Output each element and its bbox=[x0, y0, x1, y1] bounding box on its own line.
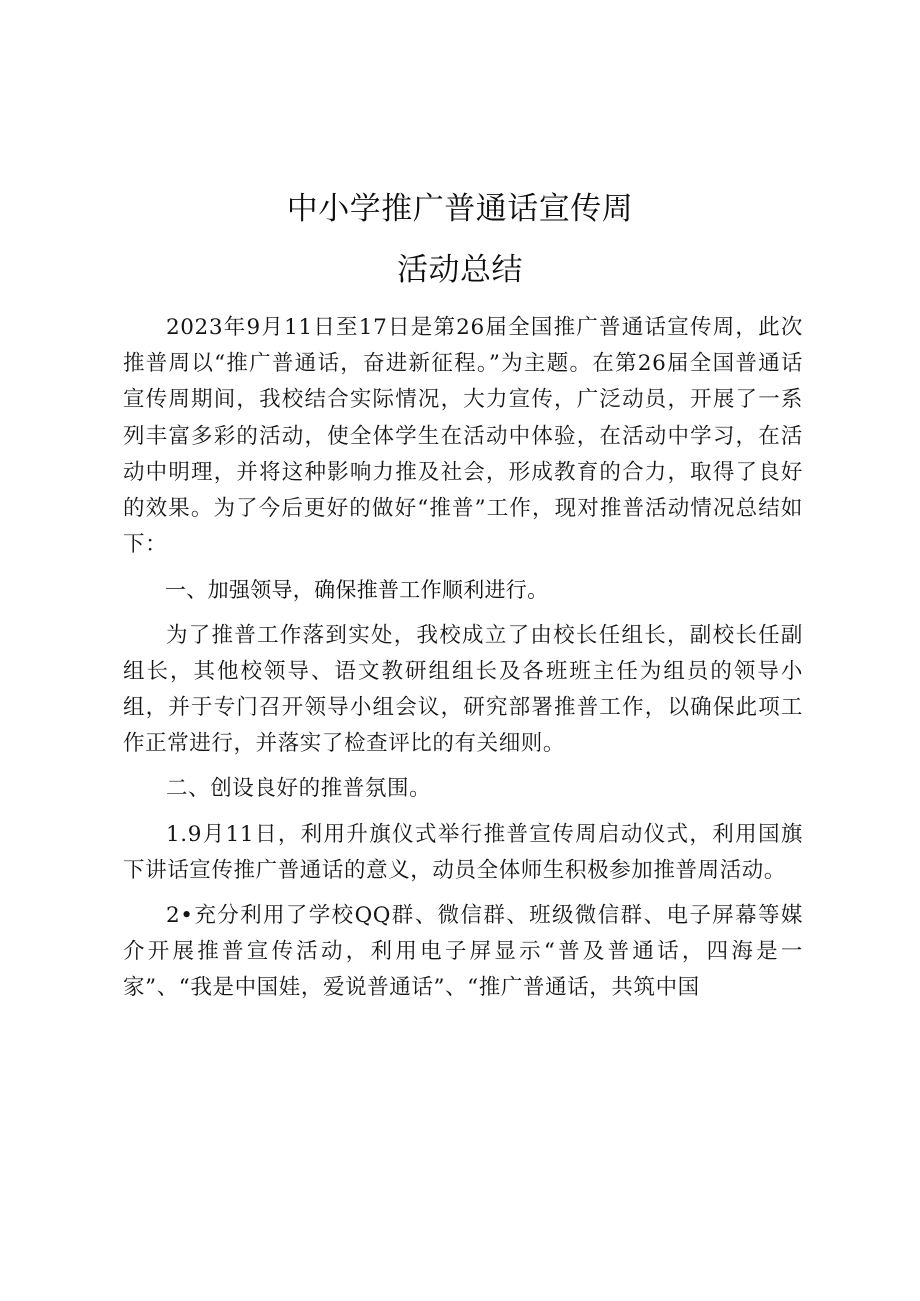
intro-paragraph: 2023年9月11日至17日是第26届全国推广普通话宣传周，此次推普周以“推广普通话，奋进新征程。”为主题。在第26届全国普通话宣传周期间，我校结合实际情况，大力宣传，广泛动员，开展了一系列丰富多彩的活动，使全体学生在活动中体验，在活动中学习，在活动中明理，并将这种影响力推及社会，形成教育的合力，取得了良好的效果。为了今后更好的做好“推普”工作，现对推普活动情况总结如下： bbox=[123, 315, 803, 558]
list-item-1: 1.9月11日，利用升旗仪式举行推普宣传周启动仪式，利用国旗下讲话宣传推广普通话的意义，动员全体师生积极参加推普周活动。 bbox=[123, 821, 803, 883]
section-paragraph-1: 为了推普工作落到实处，我校成立了由校长任组长，副校长任副组长，其他校领导、语文教研组组长及各班班主任为组员的领导小组，并于专门召开领导小组会议，研究部署推普工作，以确保此项工作正常进行，并落实了检查评比的有关细则。 bbox=[123, 622, 803, 757]
document-subtitle: 活动总结 bbox=[397, 252, 523, 288]
document-title: 中小学推广普通话宣传周 bbox=[286, 191, 634, 227]
section-heading-2: 二、创设良好的推普氛围。 bbox=[166, 776, 432, 802]
document-body bbox=[123, 310, 803, 1007]
section-heading-1: 一、加强领导，确保推普工作顺利进行。 bbox=[165, 578, 549, 603]
list-item-2: 2•充分利用了学校QQ群、微信群、班级微信群、电子屏幕等媒介开展推普宣传活动，利用电子屏显示“普及普通话，四海是一家”、“我是中国娃，爱说普通话”、“推广普通话，共筑中国 bbox=[123, 903, 803, 1001]
